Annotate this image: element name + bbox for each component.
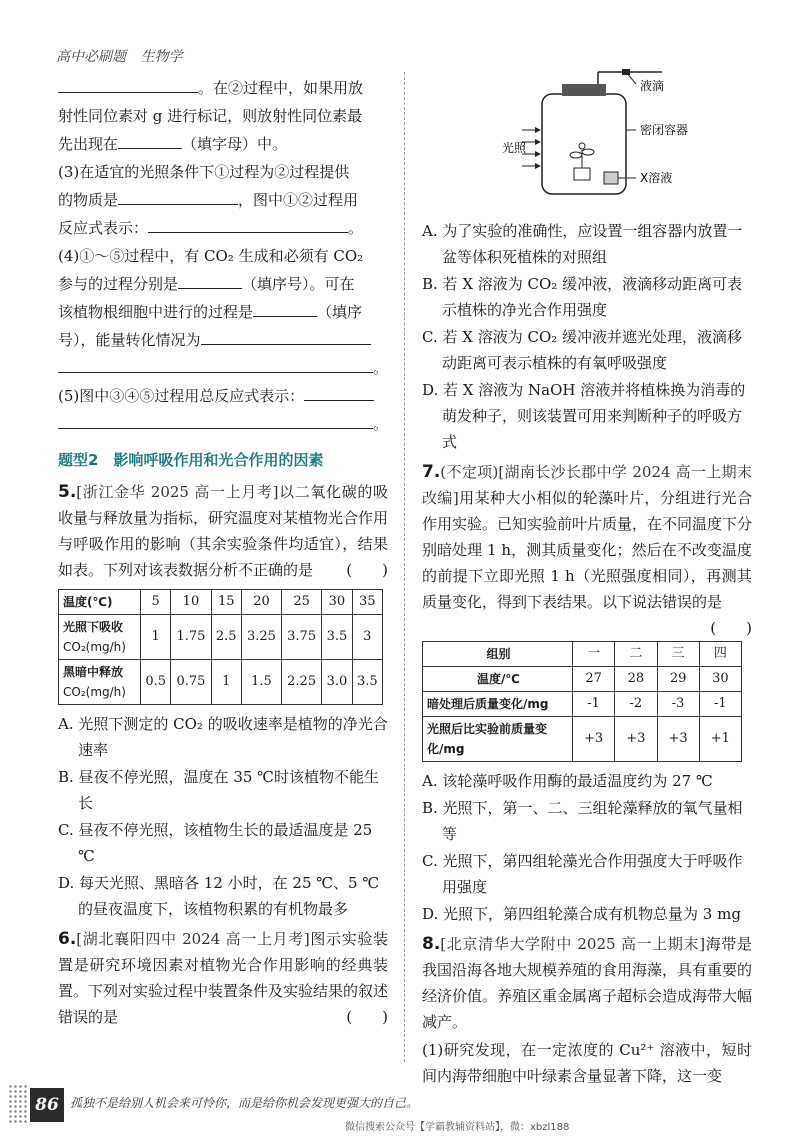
- column-divider: [404, 72, 405, 1062]
- label-light: 光照: [502, 141, 527, 155]
- q7-stem: 7.(不定项)[湖南长沙长郡中学 2024 高一上期末改编]用某种大小相似的轮藻叶片，分组进行光合作用实验。已知实验前叶片质量，在不同温度下分别暗处理 1 h，测其质量变化；然后在不改变温度的前提下立即光照 1 h（光照强度相同），再测其质量变化，得到下表结果。以下说法错误的是 ( ): [422, 462, 753, 637]
- answer-blank[interactable]: [58, 411, 373, 429]
- label-sealed: 密闭容器: [640, 123, 689, 137]
- footer-wechat: 微信搜索公众号【学霸教辅资料站】，微：xbzl188: [345, 1122, 570, 1133]
- footer-motto: 孤独不是给别人机会来可怜你，而是给你机会发现更强大的自己。: [70, 1096, 419, 1110]
- answer-blank[interactable]: [201, 327, 371, 345]
- q6-option-d[interactable]: D. 若 X 溶液为 NaOH 溶液并将植株换为消毒的萌发种子，则该装置可用来判断种子的呼吸方式: [422, 381, 746, 451]
- q7-table: 组别 一 二 三 四 温度/℃ 27 28 29 30 暗处理后质量变化/mg -1 -2 -3 -1 光照后比实验前质量变化/mg +3 +3 +3 +1: [422, 641, 742, 762]
- q5-option-b[interactable]: B. 昼夜不停光照，温度在 35 ℃时该植物不能生长: [58, 768, 379, 812]
- running-header: [56, 46, 192, 66]
- q6-stem: 6.[湖北襄阳四中 2024 高一上月考]图示实验装置是研究环境因素对植物光合作用影响的经典装置。下列对实验过程中装置条件及实验结果的叙述错误的是 ( ): [58, 929, 389, 1026]
- experiment-apparatus-figure: [422, 60, 752, 210]
- q5-stem: 5.[浙江金华 2025 高一上月考]以二氧化碳的吸收量与释放量为指标，研究温度对某植物光合作用与呼吸作用的影响（其余实验条件均适宜），结果如表。下列对该表数据分析不正确的是 ( ): [58, 482, 389, 579]
- pot: [574, 168, 590, 180]
- subject-title: 生物学: [140, 49, 183, 65]
- right-column: [422, 60, 752, 1091]
- section-heading: 题型2 影响呼吸作用和光合作用的因素: [58, 451, 324, 469]
- q4-line2: 射性同位素对 g 进行标记，则放射性同位素最: [58, 107, 363, 125]
- answer-blank[interactable]: [58, 75, 198, 93]
- answer-blank[interactable]: [58, 355, 373, 373]
- q4-line1: 。在②过程中，如果用放: [58, 75, 388, 101]
- q5-option-d[interactable]: D. 每天光照、黑暗各 12 小时，在 25 ℃、5 ℃的昼夜温度下，该植物积累的有机物最多: [58, 874, 380, 918]
- q5-option-c[interactable]: C. 昼夜不停光照，该植物生长的最适温度是 25 ℃: [58, 821, 373, 865]
- q5-table: 温度(℃) 5 10 15 20 25 30 35 光照下吸收 CO₂(mg/h) 1 1.75 2.5 3.25 3.75 3.5 3 黑暗中释放 CO₂(mg/h) 0.5 0.75 1 1.5 2.25 3.0 3.5: [58, 589, 383, 705]
- q6-option-b[interactable]: B. 若 X 溶液为 CO₂ 缓冲液，液滴移动距离可表示植株的净光合作用强度: [422, 275, 743, 319]
- q7-option-c[interactable]: C. 光照下，第四组轮藻光合作用强度大于呼吸作用强度: [422, 852, 743, 896]
- left-column: 。在②过程中，如果用放 射性同位素对 g 进行标记，则放射性同位素最 先出现在 （填字母）中。 (3)在适宜的光照条件下①过程为②过程提供 的物质是 ，图中①②过程用 反应式表示： 。 (4)①～⑤过程中，有 CO₂ 生成和必须有 CO₂ 参与的过程分别是 （填序号）。可在 该植物根细胞中进行的过程是 （填序 号），能量转化情况为 。 (5)图中③④⑤过程用总反应式表示： 。 题型2 影响呼吸作用和光合作用的因素 5.[浙江金华 2025 高一上月考]以二氧化碳的吸收量与释放量为指标，研究温度对某植物光合作用与呼吸作用的影响（其余实验条件均适宜），结果如表。下列对该表数据分析不正确的是 ( ) 温度(℃) 5 10 15 20 25 30 35 光照下吸收 CO₂(mg/h) 1 1.75 2.5 3.25 3.75 3.5 3 黑暗中释放 CO₂(mg/h) 0.5 0.75 1 1.5 2.25 3.0 3.5 A. 光照下测定的 CO₂ 的吸收速率是植物的净光合速率 B. 昼夜不停光照，温度在 35 ℃时该植物不能生长 C. 昼夜不停光照，该植物生长的最适温度是 25 ℃ D. 每天光照、黑暗各 12 小时，在 25 ℃、5 ℃的昼夜温度下，该植物积累的有机物最多 6.[湖北襄阳四中 2024 高一上月考]图示实验装置是研究环境因素对植物光合作用影响的经典装置。下列对实验过程中装置条件及实验结果的叙述错误的是 ( ): [58, 75, 388, 1032]
- leaf: [570, 152, 582, 158]
- q7-option-d[interactable]: D. 光照下，第四组轮藻合成有机物总量为 3 mg: [422, 905, 741, 923]
- label-drop: 液滴: [640, 79, 665, 93]
- q7-option-a[interactable]: A. 该轮藻呼吸作用酶的最适温度约为 27 ℃: [422, 772, 713, 790]
- answer-blank[interactable]: [178, 271, 242, 289]
- jar-stopper: [562, 84, 606, 96]
- q4-part5: (5)图中③④⑤过程用总反应式表示：: [58, 383, 388, 409]
- q6-option-a[interactable]: A. 为了实验的准确性，应设置一组容器内放置一盆等体积死植株的对照组: [422, 222, 743, 266]
- q8-part1: (1)研究发现，在一定浓度的 Cu²⁺ 溶液中，短时间内海带细胞中叶绿素含量显著下降，这一变: [422, 1041, 752, 1085]
- page-number: 86: [30, 1088, 64, 1122]
- q6-option-c[interactable]: C. 若 X 溶液为 CO₂ 缓冲液并遮光处理，液滴移动距离可表示植株的有氧呼吸强度: [422, 328, 743, 372]
- q7-option-b[interactable]: B. 光照下，第一、二、三组轮藻释放的氧气量相等: [422, 799, 743, 843]
- q4-part4: (4)①～⑤过程中，有 CO₂ 生成和必须有 CO₂: [58, 247, 364, 265]
- answer-blank[interactable]: [304, 383, 374, 401]
- answer-blank[interactable]: [118, 187, 238, 205]
- decorative-dots: [8, 1084, 28, 1124]
- q4-part3: (3)在适宜的光照条件下①过程为②过程提供: [58, 163, 350, 181]
- q5-option-a[interactable]: A. 光照下测定的 CO₂ 的吸收速率是植物的净光合速率: [58, 715, 388, 759]
- answer-blank[interactable]: [253, 299, 317, 317]
- q4-line3: 先出现在 （填字母）中。: [58, 131, 388, 157]
- beaker: [604, 172, 618, 184]
- book-title: 高中必刷题: [56, 49, 126, 65]
- label-x-solution: X溶液: [640, 171, 673, 185]
- q8-stem: 8.[北京清华大学附中 2025 高一上期末]海带是我国沿海各地大规模养殖的食用海藻，具有重要的经济价值。养殖区重金属离子超标会造成海带大幅减产。: [422, 934, 753, 1031]
- answer-blank[interactable]: [148, 215, 348, 233]
- answer-blank[interactable]: [118, 131, 182, 149]
